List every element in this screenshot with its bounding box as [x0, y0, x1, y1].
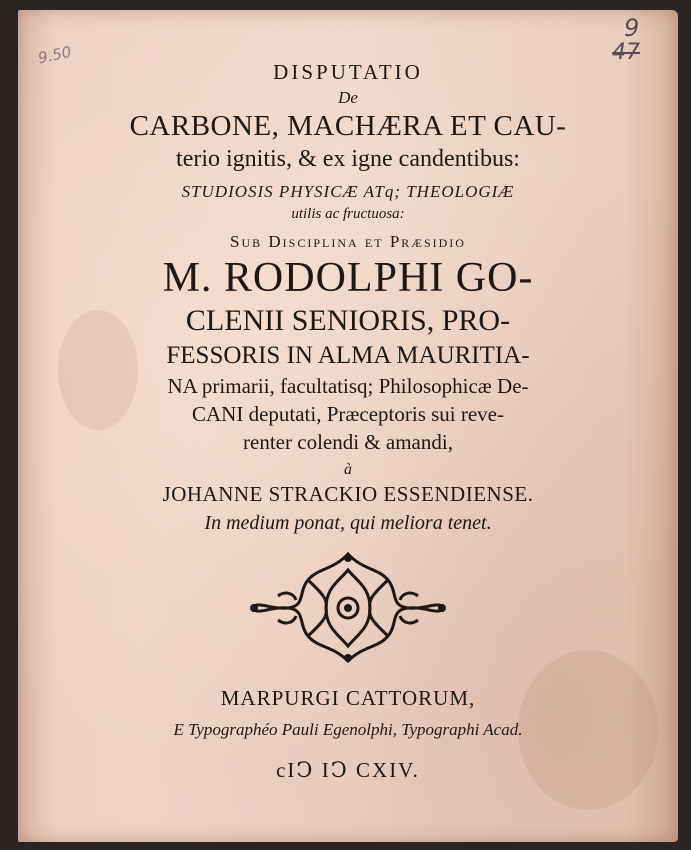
- imprint-place: MARPURGI CATTORUM,: [220, 686, 476, 710]
- title-line-carbone: CARBONE, MACHÆRA ET CAU-: [129, 110, 567, 142]
- praeses-intro: Sub Disciplina et Præsidio: [230, 232, 466, 251]
- document-page: [18, 10, 678, 842]
- imprint-printer: E Typographéo Pauli Egenolphi, Typographi Acad.: [173, 720, 523, 739]
- handwritten-number: 9: [624, 14, 640, 42]
- praeses-name-line5: CANI deputati, Præceptoris sui reve-: [191, 402, 505, 426]
- handwritten-note-top-left: 9.50: [36, 42, 73, 68]
- praeses-name-line6: renter colendi & amandi,: [243, 430, 453, 454]
- printers-ornament: [248, 550, 448, 665]
- handwritten-struck-number: 47: [612, 40, 640, 65]
- praeses-name-line2: CLENII SENIORIS, PRO-: [185, 304, 511, 337]
- praeses-name-line3: FESSORIS IN ALMA MAURITIA-: [166, 342, 530, 369]
- praeses-name-line1: M. RODOLPHI GO-: [162, 255, 534, 301]
- respondent-a: à: [344, 461, 352, 478]
- title-de: De: [338, 88, 358, 107]
- respondent-name: JOHANNE STRACKIO ESSENDIENSE.: [162, 482, 534, 506]
- title-disputatio: DISPUTATIO: [273, 60, 423, 84]
- respondent-motto: In medium ponat, qui meliora tenet.: [204, 512, 492, 534]
- title-line-studiosis: STUDIOSIS PHYSICÆ ATq; THEOLOGIÆ: [181, 182, 515, 201]
- title-line-terio: terio ignitis, & ex igne candentibus:: [176, 146, 520, 172]
- title-line-utilis: utilis ac fructuosa:: [291, 206, 405, 222]
- praeses-name-line4: NA primarii, facultatisq; Philosophicæ De-: [167, 374, 529, 398]
- imprint-year: cIↃ IↃ CXIV.: [276, 758, 420, 782]
